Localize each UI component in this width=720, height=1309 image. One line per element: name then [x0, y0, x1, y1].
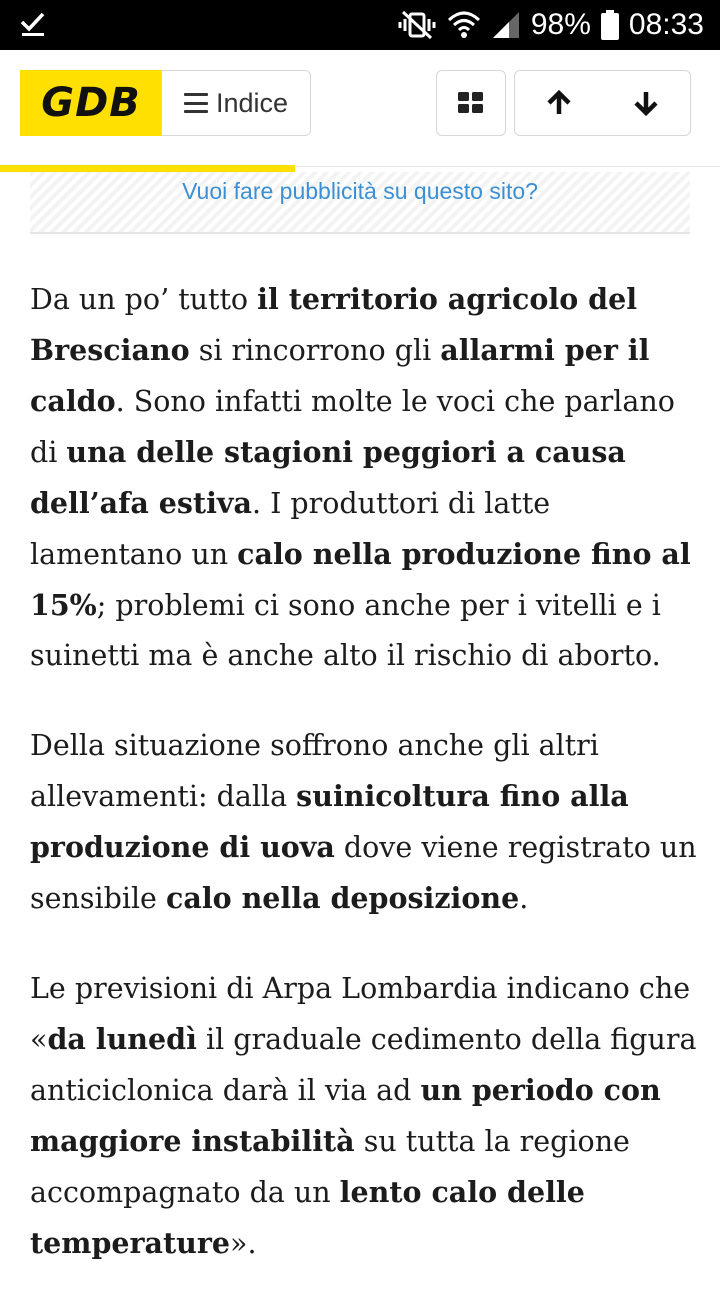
text: . Sono infatti molte le voci che parlano di	[30, 385, 675, 469]
text: dove viene registrato un sensibile	[30, 831, 697, 915]
text: .	[519, 882, 529, 915]
next-article-button[interactable]	[602, 70, 691, 136]
text: Da un po’ tutto	[30, 283, 258, 316]
download-done-icon	[18, 8, 48, 38]
wifi-icon	[447, 10, 481, 40]
bold-text: da lunedì	[47, 1022, 197, 1056]
article-paragraph	[30, 964, 698, 1269]
advertising-banner	[30, 172, 690, 234]
vibrate-mute-icon	[397, 10, 437, 40]
text: Le previsioni di Arpa Lombardia indicano che «	[30, 972, 691, 1056]
bold-text: calo nella deposizione	[166, 881, 520, 915]
text: il graduale cedimento della figura anticiclonica darà il via ad	[30, 1023, 697, 1107]
reading-progress-bar	[0, 165, 295, 172]
index-label: Indice	[215, 87, 289, 118]
text: su tutta la regione accompagnato da un	[30, 1125, 630, 1209]
grid-icon	[457, 91, 485, 115]
site-header	[0, 50, 720, 168]
signal-icon	[491, 10, 521, 40]
text: . I produttori di latte lamentano un	[30, 487, 551, 571]
bold-text: allarmi per il caldo	[30, 333, 650, 418]
article-body	[30, 274, 698, 1309]
grid-view-button[interactable]	[436, 70, 506, 136]
text: ; problemi ci sono anche per i vitelli e i suinetti ma è anche alto il rischio di aborto.	[30, 589, 661, 672]
text: ».	[230, 1227, 257, 1260]
arrow-down-icon	[632, 89, 660, 117]
bold-text: lento calo delle temperature	[30, 1175, 585, 1260]
advertise-link[interactable]: Vuoi fare pubblicità su questo sito?	[182, 178, 538, 204]
bold-text: suinicoltura fino alla produzione di uova	[30, 779, 629, 864]
bold-text: una delle stagioni peggiori a causa dell’afa estiva	[30, 435, 626, 520]
clock: 08:33	[628, 8, 704, 41]
index-menu-button[interactable]	[161, 70, 311, 136]
bold-text: un periodo con maggiore instabilità	[30, 1073, 661, 1158]
hamburger-icon	[184, 93, 208, 113]
article-paragraph	[30, 721, 698, 924]
battery-icon	[601, 10, 619, 40]
logo-text: GDB	[41, 80, 141, 126]
bold-text: il territorio agricolo del Bresciano	[30, 282, 638, 367]
article-paragraph	[30, 274, 698, 681]
text: Della situazione soffrono anche gli altri allevamenti: dalla	[30, 729, 599, 813]
battery-percent: 98%	[530, 8, 591, 41]
status-bar	[0, 0, 720, 50]
bold-text: calo nella produzione fino al 15%	[30, 537, 691, 622]
arrow-up-icon	[545, 89, 573, 117]
text: si rincorrono gli	[189, 334, 441, 367]
gdb-logo[interactable]	[20, 70, 162, 136]
previous-article-button[interactable]	[514, 70, 604, 136]
